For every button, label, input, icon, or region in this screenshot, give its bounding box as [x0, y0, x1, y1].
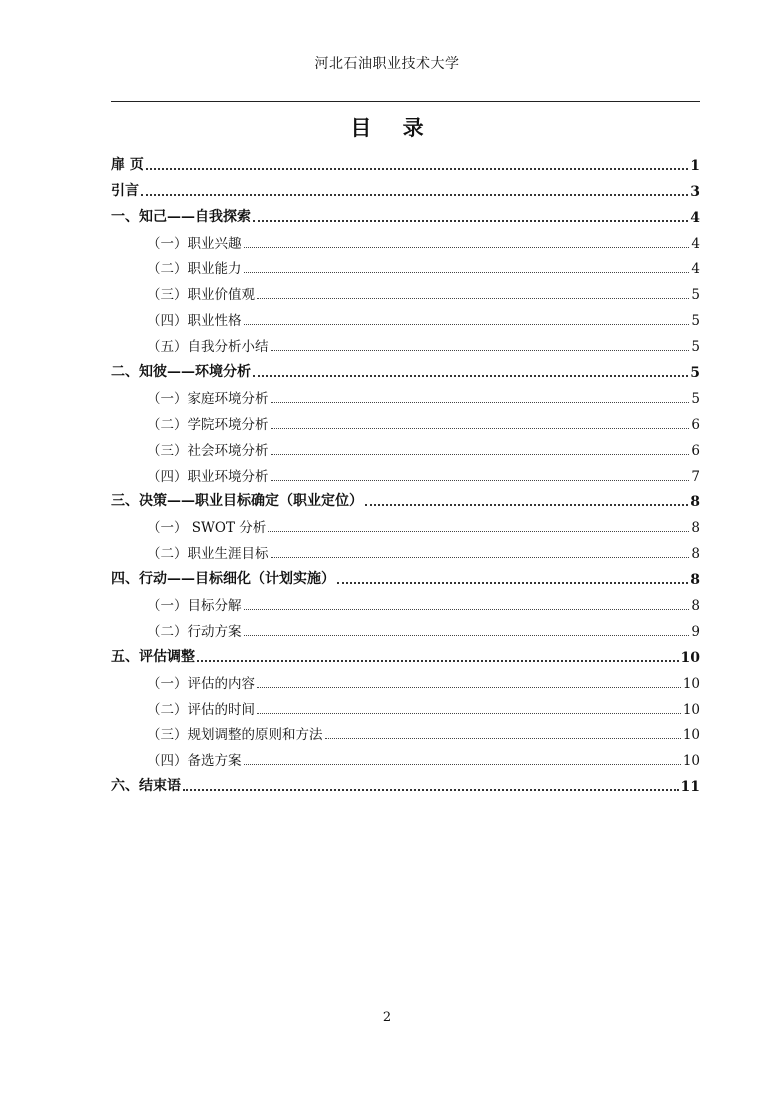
toc-entry-label: （三）职业价值观 — [147, 287, 255, 304]
toc-entry-page-number: 11 — [680, 779, 700, 796]
toc-entry-page-number: 5 — [691, 287, 700, 304]
toc-entry-page-number: 8 — [691, 598, 700, 615]
toc-entry-label: （一）评估的内容 — [147, 675, 255, 692]
toc-entry-label: （一）家庭环境分析 — [147, 390, 269, 407]
toc-dot-leader — [271, 556, 690, 558]
toc-dot-leader — [257, 297, 689, 299]
toc-entry-page-number: 10 — [682, 753, 700, 770]
toc-dot-leader — [268, 530, 689, 532]
toc-entry-label: （五）自我分析小结 — [147, 339, 269, 356]
toc-entry-page-number: 5 — [691, 339, 700, 356]
toc-entry-page-number: 6 — [691, 442, 700, 459]
toc-entry[interactable] — [111, 562, 700, 588]
toc-dot-leader — [271, 427, 690, 429]
toc-dot-leader — [197, 658, 679, 662]
toc-dot-leader — [244, 634, 690, 636]
toc-entry[interactable] — [111, 692, 700, 718]
toc-entry-label: （一）目标分解 — [147, 598, 242, 615]
toc-entry[interactable] — [111, 769, 700, 795]
toc-dot-leader — [257, 686, 681, 688]
toc-entry[interactable] — [111, 407, 700, 433]
toc-entry[interactable] — [111, 536, 700, 562]
toc-entry[interactable] — [111, 588, 700, 614]
toc-entry-page-number: 10 — [682, 675, 700, 692]
toc-dot-leader — [244, 608, 690, 610]
toc-entry-label: （四）职业环境分析 — [147, 468, 269, 485]
toc-entry[interactable] — [111, 329, 700, 355]
toc-dot-leader — [244, 271, 690, 273]
toc-title: 目 录 — [350, 115, 436, 140]
toc-entry-page-number: 10 — [682, 701, 700, 718]
toc-entry-page-number: 1 — [690, 157, 700, 174]
toc-entry-label: （二）职业生涯目标 — [147, 546, 269, 563]
toc-entry[interactable] — [111, 381, 700, 407]
toc-entry-label: 五、评估调整 — [111, 648, 195, 665]
toc-entry[interactable] — [111, 303, 700, 329]
toc-dot-leader — [365, 502, 688, 506]
toc-entry-page-number: 9 — [691, 623, 700, 640]
toc-entry-label: 二、知彼——环境分析 — [111, 364, 251, 381]
toc-entry-page-number: 5 — [691, 313, 700, 330]
toc-entry-label: （二）评估的时间 — [147, 701, 255, 718]
toc-entry-label: 六、结束语 — [111, 778, 181, 795]
toc-entry[interactable] — [111, 355, 700, 381]
toc-entry-label: （四）备选方案 — [147, 753, 242, 770]
toc-entry[interactable] — [111, 743, 700, 769]
toc-entry-page-number: 6 — [691, 416, 700, 433]
toc-entry-page-number: 8 — [691, 520, 700, 537]
toc-dot-leader — [244, 323, 690, 325]
toc-entry[interactable] — [111, 433, 700, 459]
toc-entry-label: （二）职业能力 — [147, 261, 242, 278]
header-divider — [111, 101, 700, 102]
toc-entry-page-number: 7 — [691, 468, 700, 485]
toc-dot-leader — [325, 737, 681, 739]
toc-entry-label: 三、决策——职业目标确定（职业定位） — [111, 493, 363, 510]
toc-entry-page-number: 10 — [680, 649, 700, 666]
toc-entry-page-number: 4 — [690, 209, 700, 226]
toc-dot-leader — [253, 218, 688, 222]
toc-entry-page-number: 5 — [691, 390, 700, 407]
toc-entry-label: （二）学院环境分析 — [147, 416, 269, 433]
toc-entry-label: （四）职业性格 — [147, 313, 242, 330]
toc-entry-page-number: 4 — [691, 261, 700, 278]
toc-entry[interactable] — [111, 718, 700, 744]
toc-entry-label: 一、知己——自我探索 — [111, 208, 251, 225]
toc-dot-leader — [257, 712, 681, 714]
toc-entry-page-number: 10 — [682, 727, 700, 744]
toc-entry[interactable] — [111, 510, 700, 536]
table-of-contents — [111, 148, 700, 795]
toc-entry-page-number: 4 — [691, 235, 700, 252]
running-header: 河北石油职业技术大学 — [314, 56, 460, 72]
toc-entry-label: （一）职业兴趣 — [147, 235, 242, 252]
toc-entry[interactable] — [111, 485, 700, 511]
toc-entry[interactable] — [111, 226, 700, 252]
toc-entry-label: 扉 页 — [111, 156, 144, 173]
toc-entry[interactable] — [111, 174, 700, 200]
toc-dot-leader — [244, 763, 681, 765]
toc-entry-label: 引言 — [111, 182, 139, 199]
toc-entry[interactable] — [111, 640, 700, 666]
toc-dot-leader — [337, 580, 688, 584]
toc-entry-page-number: 8 — [690, 494, 700, 511]
toc-entry-page-number: 8 — [690, 572, 700, 589]
toc-entry-label: （一） SWOT 分析 — [147, 520, 267, 537]
toc-dot-leader — [271, 479, 690, 481]
toc-entry[interactable] — [111, 614, 700, 640]
toc-dot-leader — [244, 246, 690, 248]
toc-dot-leader — [271, 349, 690, 351]
toc-entry[interactable] — [111, 252, 700, 278]
toc-entry[interactable] — [111, 148, 700, 174]
toc-entry-label: （二）行动方案 — [147, 623, 242, 640]
toc-entry-page-number: 8 — [691, 546, 700, 563]
toc-dot-leader — [141, 192, 688, 196]
toc-dot-leader — [146, 166, 688, 170]
toc-dot-leader — [183, 787, 679, 791]
toc-entry-label: 四、行动——目标细化（计划实施） — [111, 571, 335, 588]
toc-entry[interactable] — [111, 666, 700, 692]
toc-dot-leader — [253, 373, 688, 377]
toc-entry-label: （三）社会环境分析 — [147, 442, 269, 459]
toc-entry[interactable] — [111, 200, 700, 226]
page-number: 2 — [382, 1010, 392, 1025]
toc-dot-leader — [271, 401, 690, 403]
toc-entry-page-number: 3 — [690, 183, 700, 200]
toc-entry-page-number: 5 — [690, 365, 700, 382]
toc-entry[interactable] — [111, 459, 700, 485]
toc-entry-label: （三）规划调整的原则和方法 — [147, 727, 323, 744]
toc-entry[interactable] — [111, 277, 700, 303]
toc-dot-leader — [271, 453, 690, 455]
